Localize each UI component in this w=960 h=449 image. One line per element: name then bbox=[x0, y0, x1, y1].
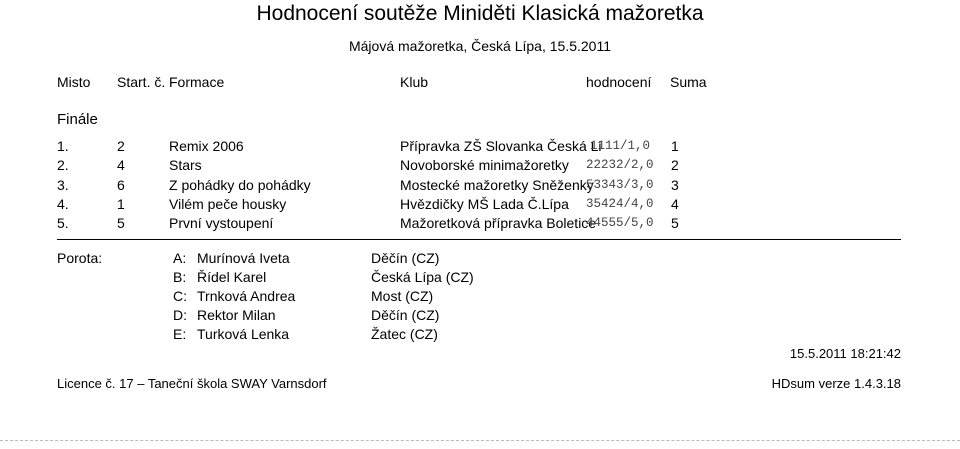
table-row bbox=[0, 196, 960, 216]
section-title: Finále bbox=[57, 111, 98, 128]
judge-letter: C: bbox=[173, 288, 187, 304]
table-row bbox=[0, 138, 960, 158]
judge-letter: E: bbox=[173, 326, 187, 342]
judge-name: Trnková Andrea bbox=[197, 288, 296, 304]
row-suma: 4 bbox=[671, 196, 679, 212]
header-misto: Misto bbox=[57, 74, 91, 90]
section-divider bbox=[57, 239, 901, 240]
judge-letter: D: bbox=[173, 307, 187, 323]
row-formace: Z pohádky do pohádky bbox=[169, 177, 311, 193]
row-formace: Remix 2006 bbox=[169, 138, 244, 154]
judge-city: Žatec (CZ) bbox=[371, 326, 438, 342]
row-misto: 2. bbox=[57, 157, 69, 173]
row-suma: 2 bbox=[671, 157, 679, 173]
row-suma: 5 bbox=[671, 215, 679, 231]
row-suma: 1 bbox=[671, 138, 679, 154]
row-klub: Novoborské minimažoretky bbox=[400, 157, 569, 173]
judge-letter: B: bbox=[173, 269, 187, 285]
row-start: 5 bbox=[117, 215, 125, 231]
version-text: HDsum verze 1.4.3.18 bbox=[771, 376, 901, 391]
list-item bbox=[0, 250, 960, 269]
row-suma: 3 bbox=[671, 177, 679, 193]
page-subtitle: Májová mažoretka, Česká Lípa, 15.5.2011 bbox=[348, 38, 611, 54]
row-klub: Přípravka ZŠ Slovanka Česká Li bbox=[400, 138, 602, 154]
header-suma: Suma bbox=[670, 74, 707, 90]
row-formace: Vilém peče housky bbox=[169, 196, 287, 212]
row-start: 2 bbox=[117, 138, 125, 154]
judge-name: Rektor Milan bbox=[197, 307, 276, 323]
row-start: 6 bbox=[117, 177, 125, 193]
row-formace: První vystoupení bbox=[169, 215, 274, 231]
row-formace: Stars bbox=[169, 157, 202, 173]
porota-label: Porota: bbox=[57, 250, 103, 266]
list-item bbox=[0, 288, 960, 307]
row-misto: 3. bbox=[57, 177, 69, 193]
judge-city: Česká Lípa (CZ) bbox=[371, 269, 474, 285]
page-title: Hodnocení soutěže Miniděti Klasická mažoretka bbox=[256, 2, 704, 25]
table-row bbox=[0, 157, 960, 177]
row-misto: 5. bbox=[57, 215, 69, 231]
row-hodnoceni: 1111/1,0 bbox=[590, 139, 651, 153]
row-start: 4 bbox=[117, 157, 125, 173]
row-klub: Mostecké mažoretky Sněženky bbox=[400, 177, 594, 193]
row-hodnoceni: 22232/2,0 bbox=[586, 158, 654, 172]
list-item bbox=[0, 307, 960, 326]
header-hodnoceni: hodnocení bbox=[586, 74, 652, 90]
header-start: Start. č. bbox=[117, 74, 166, 90]
page-bottom-divider bbox=[0, 440, 960, 441]
row-hodnoceni: 44555/5,0 bbox=[586, 216, 654, 230]
licence-text: Licence č. 17 – Taneční škola SWAY Varnsdorf bbox=[57, 376, 327, 391]
judge-city: Most (CZ) bbox=[371, 288, 434, 304]
judge-city: Děčín (CZ) bbox=[371, 307, 440, 323]
timestamp: 15.5.2011 18:21:42 bbox=[789, 346, 901, 361]
table-row bbox=[0, 177, 960, 197]
header-formace: Formace bbox=[169, 74, 225, 90]
row-hodnoceni: 53343/3,0 bbox=[586, 178, 654, 192]
judge-name: Turková Lenka bbox=[197, 326, 290, 342]
row-misto: 4. bbox=[57, 196, 69, 212]
table-row bbox=[0, 215, 960, 235]
row-klub: Mažoretková přípravka Boletice bbox=[400, 215, 597, 231]
row-hodnoceni: 35424/4,0 bbox=[586, 197, 654, 211]
row-klub: Hvězdičky MŠ Lada Č.Lípa bbox=[400, 196, 569, 212]
judge-name: Řídel Karel bbox=[197, 269, 267, 285]
row-start: 1 bbox=[117, 196, 125, 212]
row-misto: 1. bbox=[57, 138, 69, 154]
header-klub: Klub bbox=[400, 74, 429, 90]
list-item bbox=[0, 326, 960, 345]
judge-city: Děčín (CZ) bbox=[371, 250, 440, 266]
judge-letter: A: bbox=[173, 250, 187, 266]
list-item bbox=[0, 269, 960, 288]
judge-name: Murínová Iveta bbox=[197, 250, 290, 266]
